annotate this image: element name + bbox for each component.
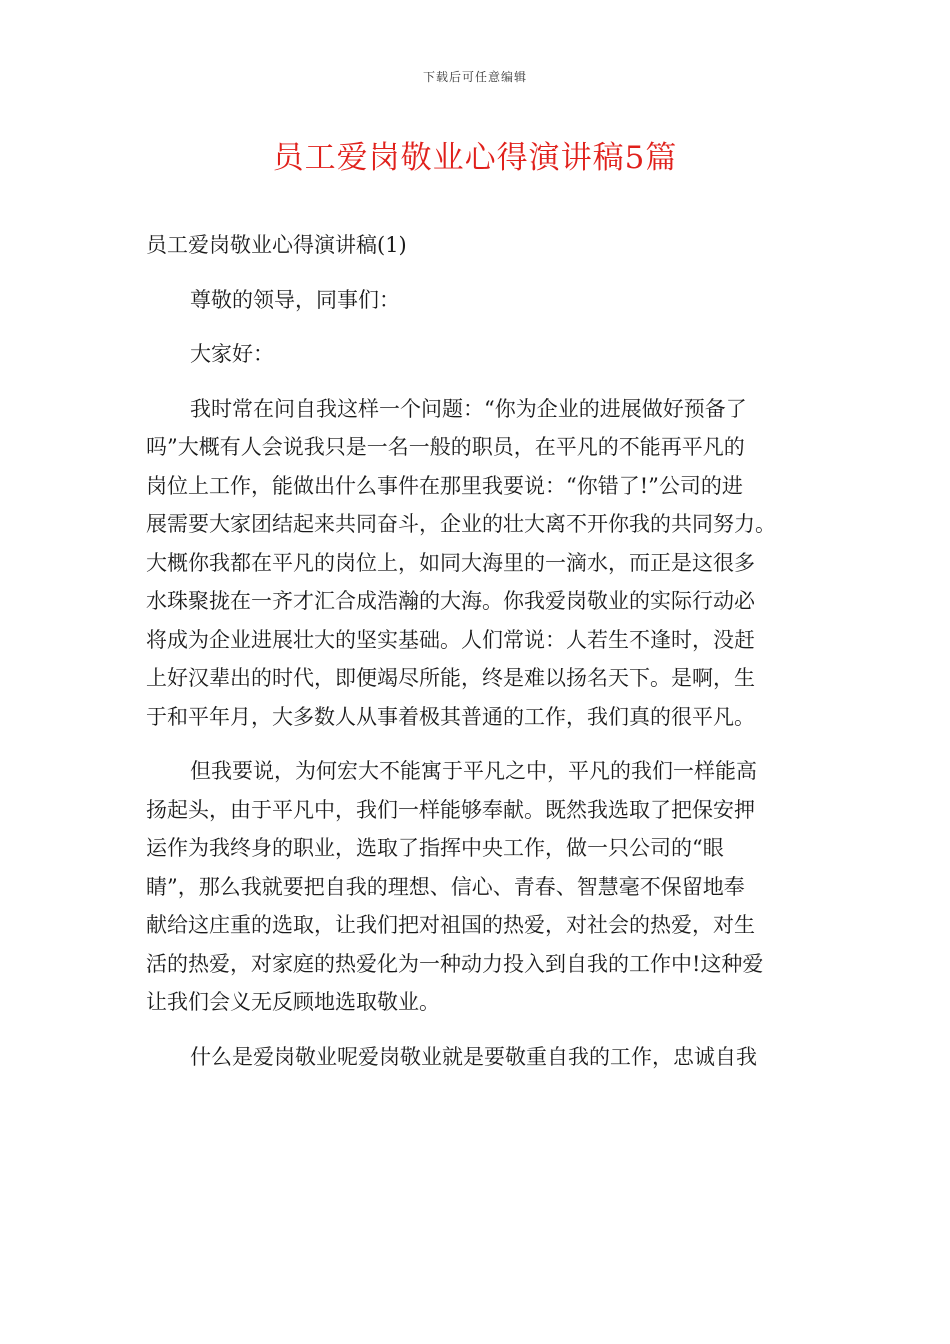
paragraph-1 — [146, 390, 808, 737]
paragraph-line: 我时常在问自我这样一个问题：“你为企业的进展做好预备了 — [190, 396, 747, 421]
section-title: 员工爱岗敬业心得演讲稿(1) — [146, 233, 407, 257]
paragraph-line: 岗位上工作，能做出什么事件在那里我要说：“你错了!”公司的进 — [146, 473, 743, 498]
paragraph-line: 什么是爱岗敬业呢爱岗敬业就是要敬重自我的工作，忠诚自我 — [190, 1044, 757, 1069]
paragraph-line: 扬起头，由于平凡中，我们一样能够奉献。既然我选取了把保安押 — [146, 797, 755, 822]
paragraph-line: 吗”大概有人会说我只是一名一般的职员，在平凡的不能再平凡的 — [146, 435, 745, 459]
paragraph-line: 献给这庄重的选取，让我们把对祖国的热爱，对社会的热爱，对生 — [146, 913, 755, 937]
paragraph-line: 于和平年月，大多数人从事着极其普通的工作，我们真的很平凡。 — [146, 704, 755, 729]
paragraph-line: 将成为企业进展壮大的坚实基础。人们常说：人若生不逢时，没赶 — [146, 627, 755, 652]
document-body — [146, 226, 808, 1092]
paragraph-line: 大概你我都在平凡的岗位上，如同大海里的一滴水，而正是这很多 — [146, 550, 755, 575]
paragraph-line: 睛”，那么我就要把自我的理想、信心、青春、智慧毫不保留地奉 — [146, 874, 745, 899]
salutation: 尊敬的领导，同事们： — [190, 287, 400, 312]
paragraph-line: 但我要说，为何宏大不能寓于平凡之中，平凡的我们一样能高 — [190, 759, 757, 783]
paragraph-line: 水珠聚拢在一齐才汇合成浩瀚的大海。你我爱岗敬业的实际行动必 — [146, 589, 755, 613]
paragraph-line: 运作为我终身的职业，选取了指挥中央工作，做一只公司的“眼 — [146, 836, 724, 860]
paragraph-3 — [146, 1038, 808, 1077]
paragraph-line: 展需要大家团结起来共同奋斗，企业的壮大离不开你我的共同努力。 — [146, 512, 776, 536]
greeting: 大家好： — [190, 342, 274, 366]
paragraph-2 — [146, 752, 808, 1022]
paragraph-line: 上好汉辈出的时代，即便竭尽所能，终是难以扬名天下。是啊，生 — [146, 666, 755, 690]
paragraph-line: 让我们会义无反顾地选取敬业。 — [146, 990, 440, 1014]
header-note: 下载后可任意编辑 — [422, 70, 527, 84]
document-title: 员工爱岗敬业心得演讲稿5篇 — [272, 140, 678, 176]
paragraph-line: 活的热爱，对家庭的热爱化为一种动力投入到自我的工作中!这种爱 — [146, 951, 764, 976]
